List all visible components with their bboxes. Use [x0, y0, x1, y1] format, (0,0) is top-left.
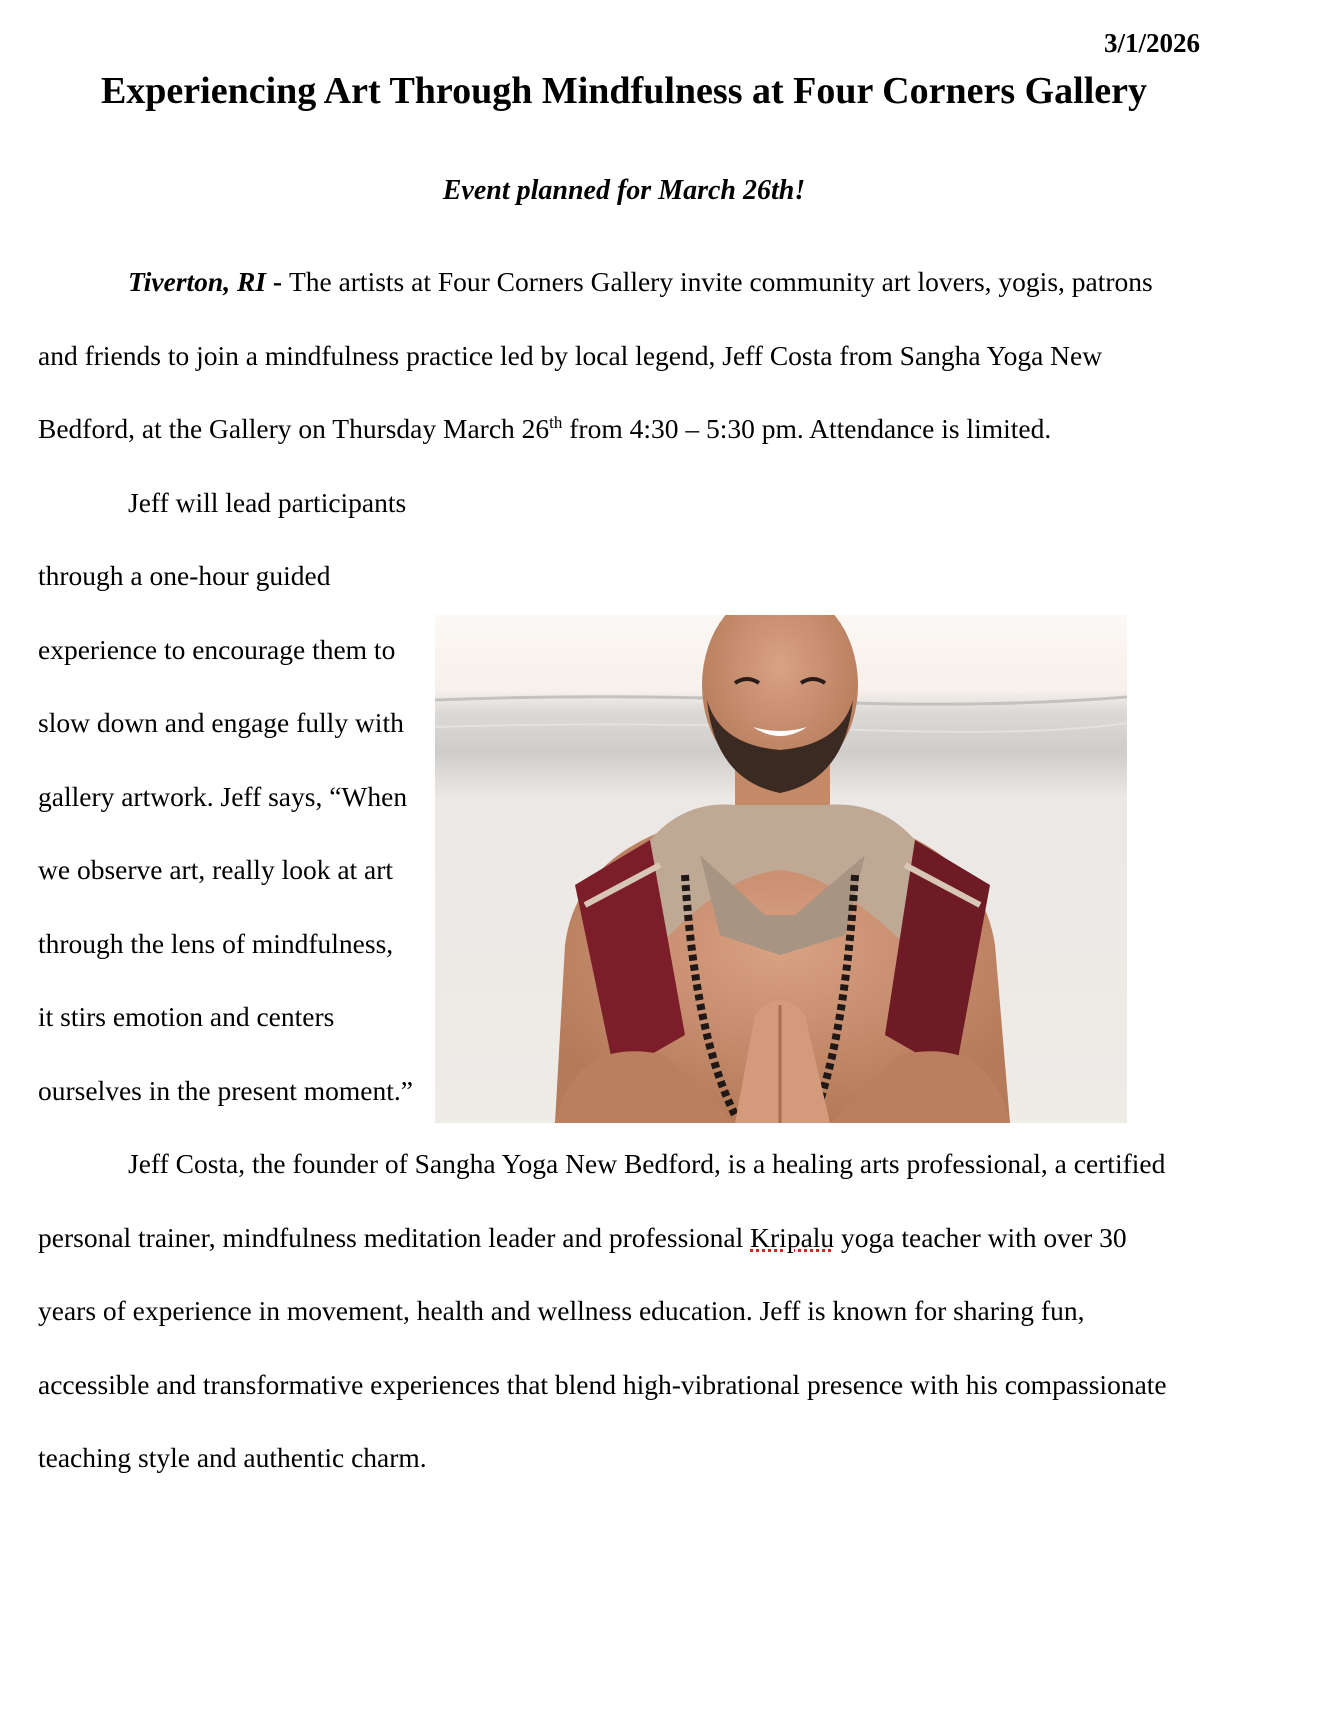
spellcheck-word[interactable]: Kripalu: [750, 1221, 835, 1253]
portrait-photo-icon: [435, 615, 1127, 1123]
intro-text-end: from 4:30 – 5:30 pm. Attendance is limited.: [562, 413, 1052, 444]
bio-text: Jeff Costa, the founder of Sangha Yoga New Bedford, is a healing arts professional, a certified personal trainer, mindfulness meditation leader and professional: [38, 1148, 1166, 1253]
document-title: Experiencing Art Through Mindfulness at Four Corners Gallery: [100, 70, 1148, 112]
intro-text: The artists at Four Corners Gallery invite community art lovers, yogis, patrons and friends to join a mindfulness practice led by local legend, Jeff Costa from Sangha Yoga New Bedford, at the Gallery on Thursday March 26: [38, 266, 1153, 444]
document-date: 3/1/2026: [1103, 28, 1200, 58]
quote-text: Jeff will lead participants through a one-hour guided experience to encourage them to slow down and engage fully with gallery artwork. Jeff says, “When we observe art, really look at art through the lens of mindfulness, it stirs emotion and centers ourselves in the present moment.”: [38, 486, 413, 1106]
bio-text-end: yoga teacher with over 30 years of experience in movement, health and wellness education. Jeff is known for sharing fun, accessible and transformative experiences that blend high-vibrational presence with his compassionate teaching style and authentic charm.: [38, 1221, 1167, 1473]
article-body: [38, 245, 1188, 1495]
jeff-costa-photo: [435, 615, 1127, 1123]
dateline: Tiverton, RI: [128, 266, 267, 297]
ordinal-suffix: th: [549, 412, 563, 432]
paragraph-bio: [38, 1127, 1188, 1495]
dateline-dash: -: [266, 266, 289, 297]
event-subtitle: Event planned for March 26th!: [442, 175, 806, 206]
paragraph-intro: [38, 245, 1188, 466]
